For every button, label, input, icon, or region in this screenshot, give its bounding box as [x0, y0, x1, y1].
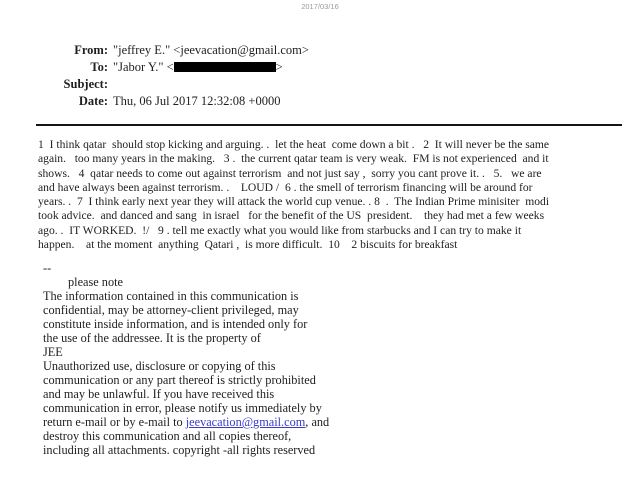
from-value: "jeffrey E." <jeevacation@gmail.com>	[113, 43, 309, 57]
disclaimer-line: JEE	[43, 345, 63, 359]
page-timestamp: 2017/03/16	[301, 2, 339, 11]
signature-separator: --	[43, 261, 52, 275]
email-body-line: and have always been against terrorism. . LOUD / 6 . the smell of terrorism financing will be around for	[38, 180, 533, 194]
header-row-from	[36, 42, 309, 59]
disclaimer-link-prefix: return e-mail or by e-mail to	[43, 415, 186, 429]
subject-label: Subject:	[63, 77, 108, 91]
header-row-subject	[36, 76, 309, 93]
email-body-line: 1 I think qatar should stop kicking and arguing. . let the heat come down a bit . 2 It will never be the same	[38, 138, 550, 151]
header-row-date	[36, 93, 309, 110]
email-body-line: happen. at the moment anything Qatari , is more difficult. 10 2 biscuits for breakfast	[38, 238, 458, 252]
email-address-link[interactable]: jeevacation@gmail.com	[185, 415, 306, 429]
disclaimer-link-line	[43, 415, 329, 429]
disclaimer-line: The information contained in this communication is	[43, 289, 299, 303]
email-body-line: ago. . IT WORKED. !/ 9 . tell me exactly what you would like from starbucks and I can try to make it	[38, 223, 522, 237]
signature-block	[43, 261, 329, 457]
to-value	[113, 59, 283, 76]
to-label: To:	[90, 60, 108, 74]
date-value: Thu, 06 Jul 2017 12:32:08 +0000	[113, 94, 281, 108]
disclaimer-line: Unauthorized use, disclosure or copying of this	[43, 359, 276, 373]
redaction-bar	[174, 62, 276, 72]
disclaimer-line: and may be unlawful. If you have received this	[43, 387, 275, 401]
disclaimer-line: destroy this communication and all copies thereof,	[43, 429, 292, 443]
disclaimer-line: the use of the addressee. It is the property of	[43, 331, 261, 345]
email-body	[38, 138, 549, 252]
header-row-to	[36, 59, 309, 76]
to-value-prefix: "Jabor Y." <	[113, 60, 174, 74]
disclaimer-line: communication in error, please notify us immediately by	[43, 401, 322, 415]
disclaimer-line: confidential, may be attorney-client privileged, may	[43, 303, 299, 317]
email-body-line: took advice. and danced and sang in israel for the benefit of the US president. they had met a few weeks	[38, 209, 545, 223]
from-label: From:	[74, 43, 108, 57]
email-header-block	[36, 42, 309, 110]
email-body-line: again. too many years in the making. 3 . the current qatar team is very weak. FM is not experienced and it	[38, 152, 549, 166]
to-value-suffix: >	[275, 60, 283, 74]
disclaimer-note-heading: please note	[68, 275, 123, 289]
date-label: Date:	[78, 94, 108, 108]
header-divider-line	[36, 124, 622, 126]
email-body-line: shows. 4 qatar needs to come out against terrorism and not just say , sorry you cant prove it. . 5. we are	[38, 166, 542, 180]
disclaimer-link-suffix: , and	[305, 415, 330, 429]
email-body-line: years. . 7 I think early next year they will attack the world cup venue. . 8 . The Indian Prime minisiter modi	[38, 195, 550, 209]
disclaimer-line: including all attachments. copyright -all rights reserved	[43, 443, 316, 457]
disclaimer-line: constitute inside information, and is intended only for	[43, 317, 308, 331]
disclaimer-line: communication or any part thereof is strictly prohibited	[43, 373, 316, 387]
